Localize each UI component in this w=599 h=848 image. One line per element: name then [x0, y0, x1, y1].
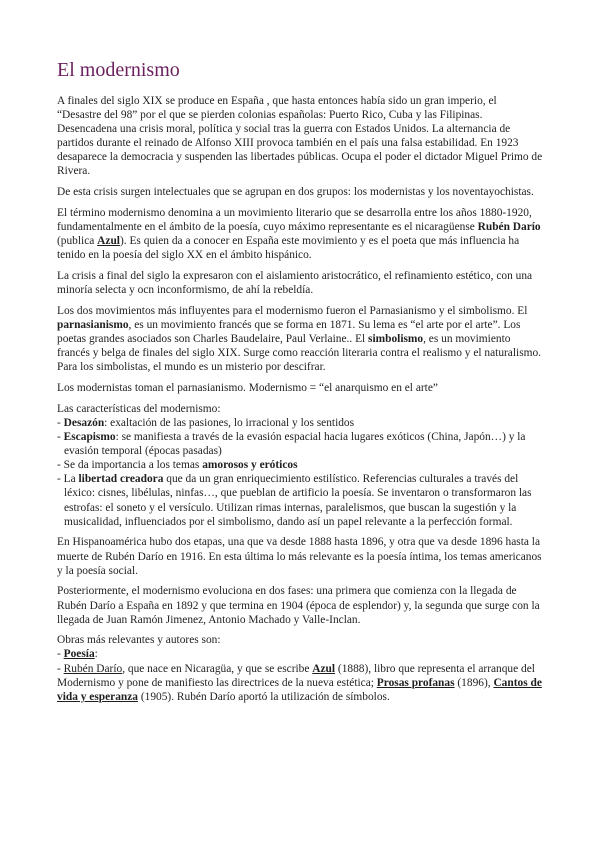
paragraph-crisis-expression: La crisis a final del siglo la expresaron con el aislamiento aristocrático, el refinamiento estético, con una minoría selecta y ocn inconformismo, de ahí la rebeldía.	[57, 270, 533, 297]
characteristics-list	[57, 402, 543, 529]
paragraph-influences: Los dos movimientos más influyentes para el modernismo fueron el Parnasianismo y el simbolismo. El parnasianismo, es un movimiento francés que se forma en 1871. Su lema es “el arte por el arte”. Los poetas grandes asociados son Charles Baudelaire, Paul Verlaine.. El simbolismo, es un movimiento francés y belga de finales del siglo XIX. Surge como reacción literaria contra el realismo y el naturalismo. Para los simbolistas, el mundo es un misterio por descifrar.	[57, 304, 542, 374]
author-name-ruben-dario-link: Rubén Darío	[63, 662, 123, 675]
list-item-libertad: - La libertad creadora que da un gran enriquecimiento estilístico. Referencias culturales a través del léxico: cisnes, libélulas, ninfas…, que pueblan de artificio la poesía. Se inventaron o transformaron las estrofas: el soneto y el versículo. Utilizan rimas internas, paralelismos, que buscan la sugestión y la musicalidad, influenciados por el simbolismo, dando así un papel relevante a la perfección formal.	[57, 473, 532, 528]
term-simbolismo: simbolismo	[368, 333, 424, 346]
paragraph-two-groups: De esta crisis surgen intelectuales que se agrupan en dos grupos: los modernistas y los noventayochistas.	[57, 186, 534, 199]
work-title-azul-2: Azul	[312, 662, 336, 675]
document-body	[57, 58, 543, 711]
page-title: El modernismo	[57, 59, 180, 81]
list-item-temas: - Se da importancia a los temas amorosos y eróticos	[57, 459, 298, 472]
works-section	[57, 633, 543, 703]
paragraph-definition: El término modernismo denomina a un movimiento literario que se desarrolla entre los años 1880-1920, fundamentalmente en el ámbito de la poesía, cuyo máximo representante es el nicaragüense Rubén Darío (publica Azul). Es quien da a conocer en España este movimiento y es el poeta que más influencia ha tenido en la poesía del siglo XX en el ámbito hispánico.	[57, 207, 541, 262]
paragraph-historical-context: A finales del siglo XIX se produce en España , que hasta entonces había sido un gran imperio, el “Desastre del 98” por el que se pierden colonias españolas: Puerto Rico, Cuba y las Filipinas. Desencadena una crisis moral, política y social tras la guerra con Estados Unidos. La alternancia de partidos durante el reinado de Alfonso XIII provoca también en el país una falsa estabilidad. En 1923 desaparece la democracia y suspenden las libertades públicas. Ocupa el poder el dictador Miguel Primo de Rivera.	[57, 95, 543, 178]
list-item-desazon: - Desazón: exaltación de las pasiones, lo irracional y los sentidos	[57, 417, 355, 429]
works-ruben-dario: - Rubén Darío, que nace en Nicaragüa, y que se escribe Azul (1888), libro que representa el arranque del Modernismo y pone de manifiesto las directrices de la nueva estética; Prosas profanas (1896), Cantos de vida y esperanza (1905). Rubén Darío aportó la utilización de símbolos.	[57, 662, 542, 703]
term-parnasianismo: parnasianismo	[57, 319, 129, 332]
work-title-azul: Azul	[97, 235, 120, 248]
paragraph-hispanoamerica: En Hispanoamérica hubo dos etapas, una que va desde 1888 hasta 1896, y otra que va desde 1896 hasta la muerte de Rubén Darío en 1916. En esta última lo más relevante es la poesía íntima, los temas americanos y la poesía social.	[57, 536, 542, 577]
works-intro: Obras más relevantes y autores son:	[57, 634, 221, 647]
work-title-prosas-profanas: Prosas profanas	[376, 676, 455, 689]
works-genre-poesia: - Poesía:	[57, 648, 98, 661]
author-name-ruben-dario: Rubén Darío	[477, 221, 541, 234]
work-title-cantos: Cantos de vida y esperanza	[57, 676, 542, 703]
paragraph-phases: Posteriormente, el modernismo evoluciona en dos fases: una primera que comienza con la llegada de Rubén Darío a España en 1892 y que termina en 1904 (época de esplendor) y, la segunda que surge con la llegada de Juan Ramón Jimenez, Antonio Machado y Valle-Inclan.	[57, 585, 540, 626]
list-item-escapismo: - Escapismo: se manifiesta a través de la evasión espacial hacia lugares exóticos (China, Japón…) y la evasión temporal (épocas pasadas)	[57, 431, 526, 458]
characteristics-intro: Las características del modernismo:	[57, 402, 221, 415]
paragraph-anarquismo: Los modernistas toman el parnasianismo. Modernismo = “el anarquismo en el arte”	[57, 382, 438, 395]
